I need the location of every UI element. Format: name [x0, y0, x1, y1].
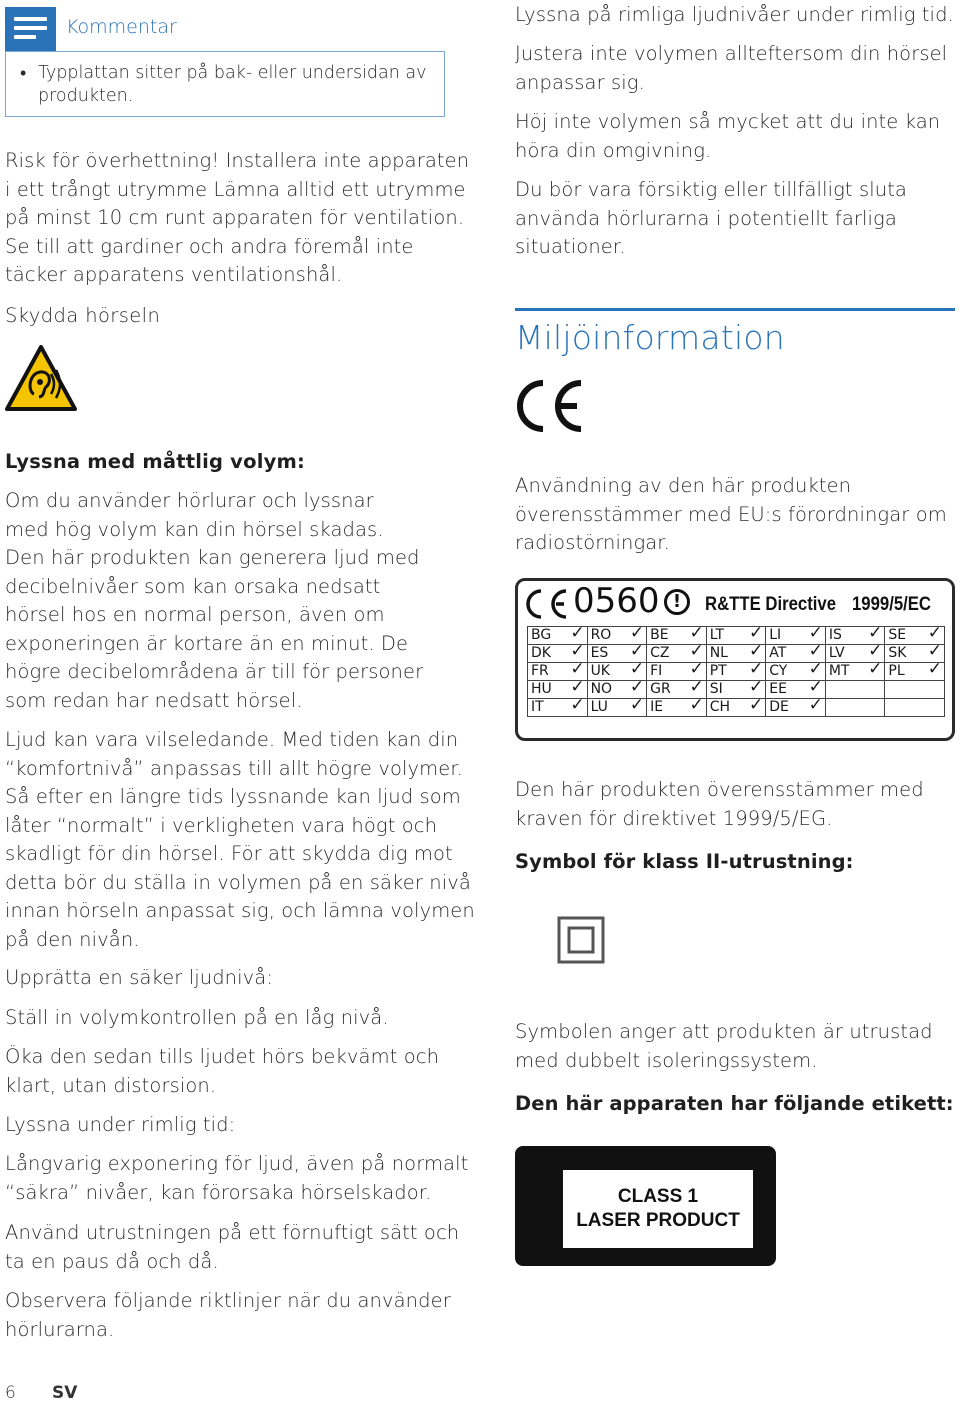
comment-icon [5, 7, 56, 51]
section-title-moderate-volume: Lyssna med måttlig volym: [5, 450, 306, 473]
page-language: SV [52, 1383, 78, 1403]
comment-text: Typplattan sitter på bak- eller undersidan av produkten. [38, 63, 427, 106]
country-code: NL [709, 645, 728, 661]
check-icon: ✓ [629, 695, 645, 715]
check-icon: ✓ [749, 641, 764, 661]
paragraph-sound-misleading: Ljud kan vara vilseledande. Med tiden kan din “komfortnivå” anpassas till allt högre volymer. Så efter en längre tids lyssnande kan ljud som låter “normalt” i verkligheten vara högt och skadligt för din hörsel. För att skydda dig mot detta bör du ställa in volymen på en säker nivå innan hörseln anpassat sig, och lämna volymen på den nivån. [5, 728, 475, 951]
country-code: PL [888, 663, 905, 679]
section-title-hearing: Skydda hörseln [5, 304, 161, 327]
country-cell [647, 695, 707, 717]
country-cell [706, 695, 766, 717]
paragraph-dont-raise: Höj inte volymen så mycket att du inte kan höra din omgivning. [515, 110, 941, 162]
check-icon: ✓ [689, 623, 704, 643]
check-icon: ✓ [570, 695, 585, 715]
country-cell [587, 695, 647, 717]
check-icon: ✓ [689, 677, 704, 697]
paragraph-reasonable-levels: Lyssna på rimliga ljudnivåer under rimlig tid. [515, 3, 954, 26]
country-code: RO [590, 627, 612, 643]
country-cell [825, 699, 885, 717]
check-icon: ✓ [570, 677, 585, 697]
ce-small-icon [522, 588, 570, 620]
country-code: LT [709, 627, 725, 643]
country-code: LI [769, 627, 782, 643]
country-code: IS [828, 627, 842, 643]
paragraph-increase: Öka den sedan tills ljudet hörs bekvämt och klart, utan distorsion. [5, 1045, 440, 1097]
check-icon: ✓ [749, 677, 764, 697]
country-table [527, 623, 945, 717]
paragraph-dont-adjust: Justera inte volymen allteftersom din hörsel anpassar sig. [515, 42, 948, 94]
country-code: DE [769, 699, 789, 715]
check-icon: ✓ [570, 659, 585, 679]
section-title-class2: Symbol för klass II-utrustning: [515, 850, 854, 873]
check-icon: ✓ [808, 695, 823, 715]
paragraph-eu-usage: Användning av den här produkten överensstämmer med EU:s förordningar om radiostörningar. [515, 474, 947, 554]
section-title-label: Den här apparaten har följande etikett: [515, 1092, 954, 1115]
section-rule [515, 308, 955, 311]
paragraph-reasonable-time: Lyssna under rimlig tid: [5, 1113, 236, 1136]
overheat-warning: Risk för överhettning! Installera inte apparaten i ett trångt utrymme Lämna alltid ett utrymme på minst 10 cm runt apparaten för ventilation. Se till att gardiner och andra föremål inte täcker apparatens ventilationshål. [5, 149, 470, 286]
check-icon: ✓ [927, 623, 942, 643]
country-code: BE [650, 627, 669, 643]
check-icon: ✓ [570, 641, 585, 661]
check-icon: ✓ [868, 641, 883, 661]
check-icon: ✓ [749, 659, 764, 679]
country-code: FR [531, 663, 549, 679]
country-cell [825, 681, 885, 699]
ce-mark-icon [515, 378, 587, 434]
check-icon: ✓ [629, 623, 645, 643]
country-code: ES [590, 645, 609, 661]
check-icon: ✓ [927, 641, 942, 661]
country-cell [528, 695, 588, 717]
country-row [528, 681, 945, 699]
country-code: LU [590, 699, 608, 715]
paragraph-be-careful: Du bör vara försiktig eller tillfälligt sluta använda hörlurarna i potentiellt farliga situationer. [515, 178, 907, 258]
check-icon: ✓ [689, 641, 704, 661]
check-icon: ✓ [927, 659, 942, 679]
rtte-header [522, 581, 942, 624]
country-code: SI [709, 681, 723, 697]
country-code: FI [650, 663, 663, 679]
check-icon: ✓ [689, 695, 704, 715]
check-icon: ✓ [570, 623, 585, 643]
section-title-environment: Miljöinformation [515, 318, 785, 357]
country-code: CH [709, 699, 730, 715]
country-code: BG [531, 627, 552, 643]
country-code: SE [888, 627, 907, 643]
country-code: AT [769, 645, 787, 661]
country-row [528, 699, 945, 717]
country-code: CZ [650, 645, 670, 661]
paragraph-hearing-damage: Om du använder hörlurar och lyssnar med hög volym kan din hörsel skadas. Den här produkten kan generera ljud med decibelnivåer som kan orsaka nedsatt hörsel hos en normal person, även om exponeringen är kortare än en minut. De högre decibelområdena är till för personer som redan har nedsatt hörsel. [5, 489, 424, 712]
check-icon: ✓ [689, 659, 704, 679]
check-icon: ✓ [629, 677, 645, 697]
country-cell [885, 681, 945, 699]
alert-icon: ! [664, 589, 690, 615]
country-code: HU [531, 681, 552, 697]
paragraph-safe-level: Upprätta en säker ljudnivå: [5, 966, 274, 989]
paragraph-long-exposure: Långvarig exponering för ljud, även på normalt “säkra” nivåer, kan förorsaka hörselskador. [5, 1152, 469, 1204]
bullet: • [20, 63, 27, 84]
paragraph-class2-desc: Symbolen anger att produkten är utrustad med dubbelt isoleringssystem. [515, 1020, 933, 1072]
check-icon: ✓ [808, 641, 823, 661]
check-icon: ✓ [868, 659, 883, 679]
country-code: PT [709, 663, 727, 679]
notified-body-number: 0560 [573, 581, 660, 621]
country-cell [825, 659, 885, 681]
country-code: UK [590, 663, 610, 679]
check-icon: ✓ [629, 641, 645, 661]
paragraph-volume-low: Ställ in volymkontrollen på en låg nivå. [5, 1006, 389, 1029]
check-icon: ✓ [808, 659, 823, 679]
laser-label-text: CLASS 1 LASER PRODUCT [576, 1186, 740, 1231]
check-icon: ✓ [749, 623, 764, 643]
directive-year: 1999/5/EC [852, 594, 932, 615]
check-icon: ✓ [629, 659, 645, 679]
page-number: 6 [5, 1383, 16, 1403]
country-row [528, 663, 945, 681]
country-code: CY [769, 663, 788, 679]
paragraph-conformity: Den här produkten överensstämmer med kraven för direktivet 1999/5/EG. [515, 778, 924, 830]
country-cell [885, 699, 945, 717]
paragraph-use-sensibly: Använd utrustningen på ett förnuftigt sätt och ta en paus då och då. [5, 1221, 460, 1273]
check-icon: ✓ [868, 623, 883, 643]
paragraph-guidelines: Observera följande riktlinjer när du använder hörlurarna. [5, 1289, 451, 1341]
country-cell [766, 695, 826, 717]
country-code: SK [888, 645, 907, 661]
directive-label: R&TTE Directive [705, 594, 837, 615]
country-code: MT [828, 663, 850, 679]
country-code: LV [828, 645, 845, 661]
hearing-warning-icon [4, 344, 78, 412]
check-icon: ✓ [749, 695, 764, 715]
country-code: IT [531, 699, 544, 715]
class2-symbol-icon [557, 916, 605, 964]
country-code: DK [531, 645, 551, 661]
check-icon: ✓ [808, 623, 823, 643]
country-cell [885, 659, 945, 681]
comment-title: Kommentar [66, 16, 177, 38]
country-code: IE [650, 699, 664, 715]
country-code: EE [769, 681, 787, 697]
country-code: GR [650, 681, 671, 697]
country-code: NO [590, 681, 613, 697]
check-icon: ✓ [808, 677, 823, 697]
